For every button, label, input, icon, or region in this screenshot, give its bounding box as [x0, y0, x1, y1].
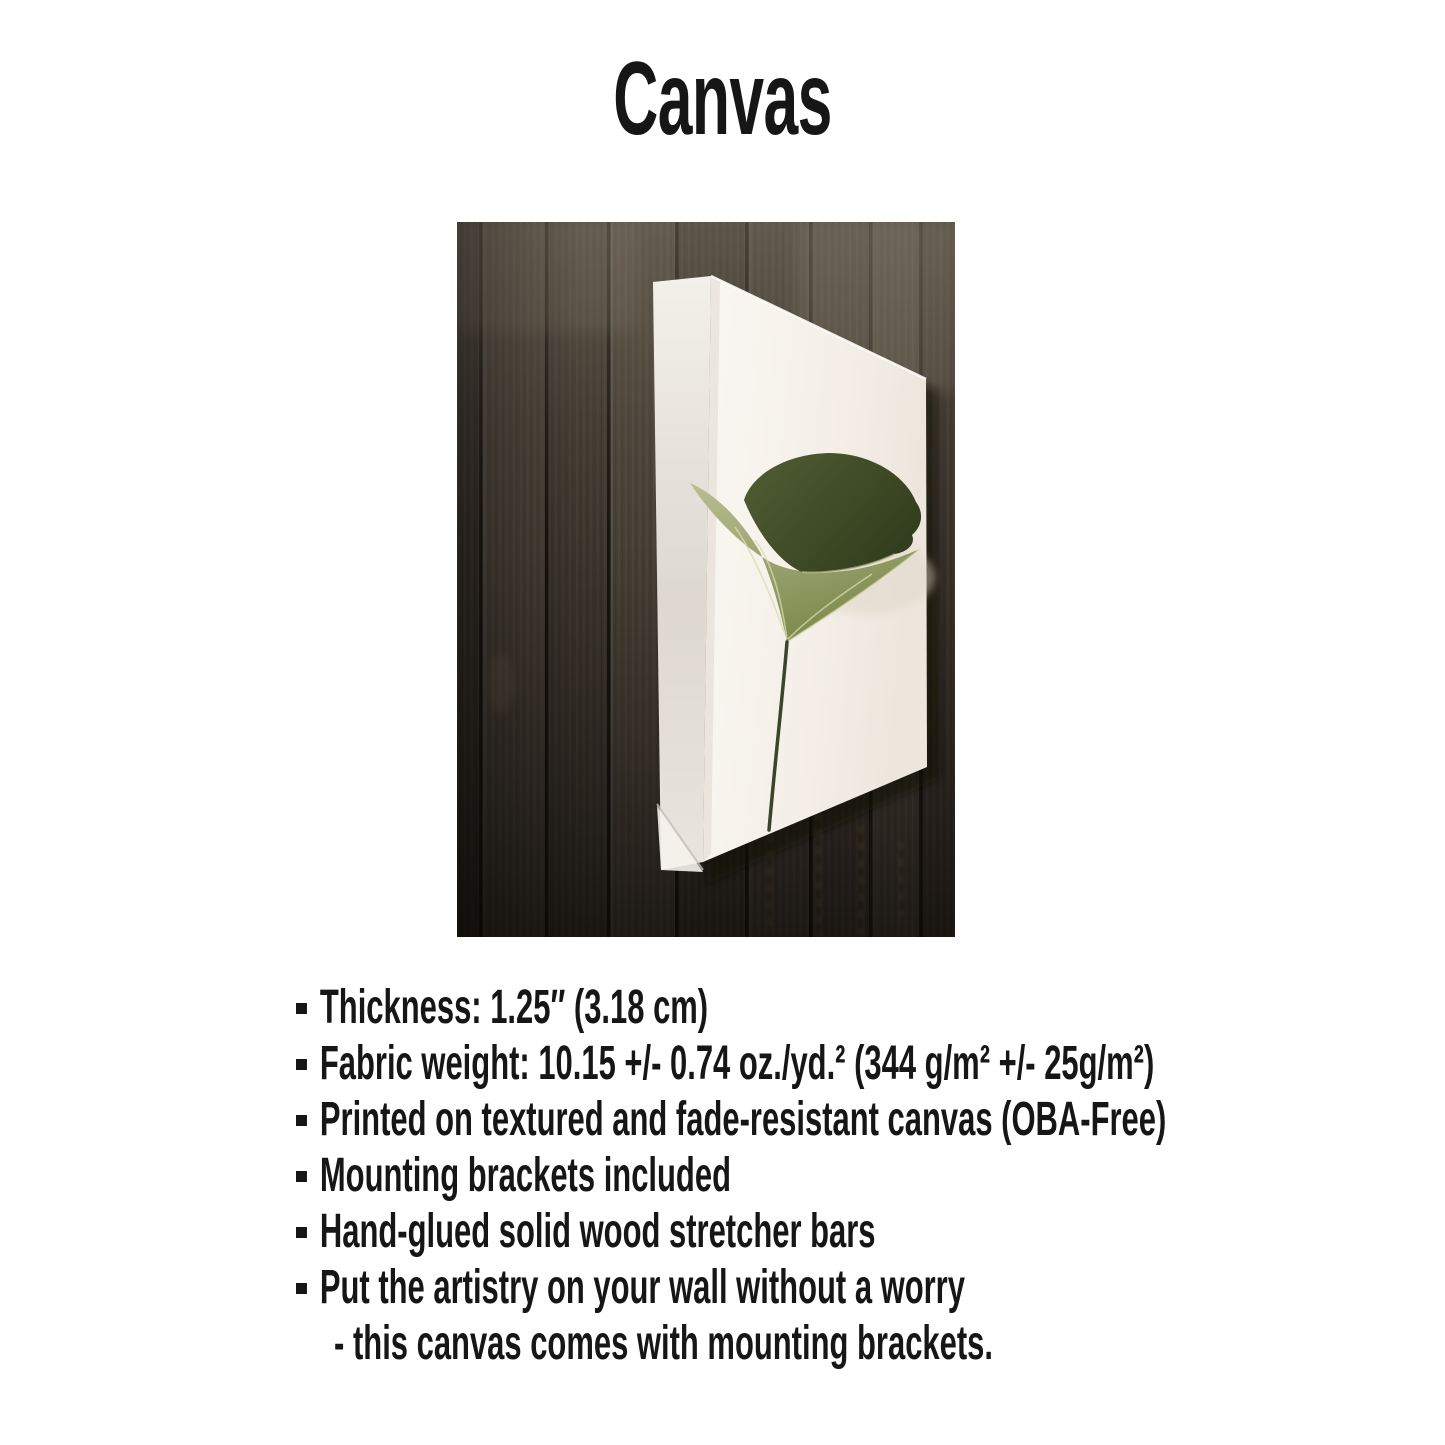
spec-item [296, 1260, 1166, 1316]
bullet-square-icon [296, 1115, 307, 1126]
spec-text: Fabric weight: 10.15 +/- 0.74 oz./yd.² (344 g/m² +/- 25g/m²) [319, 1037, 1155, 1090]
spec-item [296, 1092, 1166, 1148]
product-photo-graphic [457, 222, 955, 937]
spec-text: Thickness: 1.25″ (3.18 cm) [319, 981, 709, 1034]
spec-item [296, 980, 1166, 1036]
spec-text: Mounting brackets included [319, 1149, 731, 1202]
product-photo [457, 222, 955, 937]
spec-text: Put the artistry on your wall without a worry [319, 1261, 965, 1314]
bullet-square-icon [296, 1283, 307, 1294]
spec-list [296, 980, 1166, 1372]
spec-item [296, 1316, 1166, 1372]
spec-text: Printed on textured and fade-resistant canvas (OBA-Free) [319, 1093, 1167, 1146]
bullet-square-icon [296, 1003, 307, 1014]
spec-text: Hand-glued solid wood stretcher bars [319, 1205, 876, 1258]
spec-text: - this canvas comes with mounting brackets. [334, 1317, 993, 1370]
spec-item [296, 1036, 1166, 1092]
bullet-square-icon [296, 1227, 307, 1238]
bullet-square-icon [296, 1059, 307, 1070]
page-title: Canvas [613, 41, 832, 157]
bullet-square-icon [296, 1171, 307, 1182]
canvas-spine [653, 276, 711, 870]
spec-item [296, 1148, 1166, 1204]
spec-item [296, 1204, 1166, 1260]
